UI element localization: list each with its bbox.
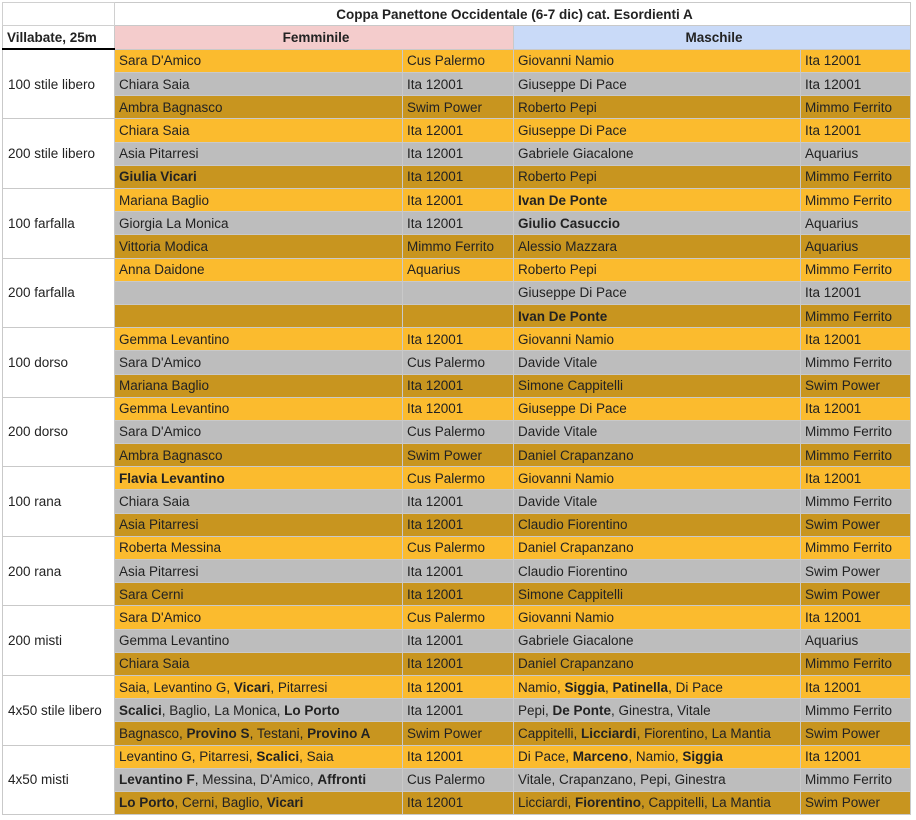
table-row	[3, 560, 911, 583]
female-club: Aquarius	[403, 258, 514, 281]
male-club: Mimmo Ferrito	[801, 490, 911, 513]
male-club: Ita 12001	[801, 281, 911, 304]
name-segment: Flavia Levantino	[119, 470, 225, 486]
name-segment: Siggia	[682, 749, 723, 765]
venue-label: Villabate, 25m	[3, 26, 115, 50]
table-row	[3, 652, 911, 675]
table-row	[3, 699, 911, 722]
female-athlete	[115, 73, 403, 96]
female-athlete	[115, 513, 403, 536]
female-athlete	[115, 374, 403, 397]
male-athlete	[514, 165, 801, 188]
male-athlete	[514, 281, 801, 304]
event-name: 4x50 stile libero	[3, 675, 115, 745]
name-segment: Giovanni Namio	[518, 470, 615, 486]
male-club: Mimmo Ferrito	[801, 304, 911, 327]
male-athlete	[514, 652, 801, 675]
female-athlete	[115, 304, 403, 327]
name-segment: Ambra Bagnasco	[119, 447, 223, 463]
female-club: Ita 12001	[403, 142, 514, 165]
name-segment: Licciardi	[581, 725, 637, 741]
male-athlete	[514, 606, 801, 629]
name-segment: Vicari	[233, 679, 271, 695]
name-segment: Giorgia La Monica	[119, 215, 229, 231]
table-row	[3, 374, 911, 397]
female-athlete	[115, 119, 403, 142]
female-athlete	[115, 675, 403, 698]
female-club: Ita 12001	[403, 583, 514, 606]
name-segment: Gemma Levantino	[119, 401, 230, 417]
female-athlete	[115, 49, 403, 72]
male-club: Aquarius	[801, 235, 911, 258]
name-segment: Levantino F	[119, 772, 195, 788]
table-row	[3, 722, 911, 745]
name-segment: Siggia	[564, 679, 606, 695]
name-segment: Vicari	[266, 795, 304, 811]
female-club: Cus Palermo	[403, 49, 514, 72]
name-segment: Roberto Pepi	[518, 262, 597, 278]
name-segment: Giulia Vicari	[119, 169, 197, 185]
name-segment: , Saia	[299, 749, 334, 765]
name-segment: , Cappitelli, La Mantia	[641, 795, 771, 811]
name-segment: Mariana Baglio	[119, 378, 210, 394]
name-segment: , Di Pace	[668, 679, 723, 695]
name-segment: Roberto Pepi	[518, 99, 597, 115]
female-athlete	[115, 165, 403, 188]
name-segment: Giuseppe Di Pace	[518, 123, 627, 139]
male-athlete	[514, 768, 801, 791]
male-club: Swim Power	[801, 722, 911, 745]
name-segment: Affronti	[317, 772, 367, 788]
female-athlete	[115, 467, 403, 490]
name-segment: Sara D'Amico	[119, 609, 202, 625]
male-club: Ita 12001	[801, 745, 911, 768]
male-athlete	[514, 560, 801, 583]
male-header: Maschile	[514, 26, 911, 50]
male-athlete	[514, 513, 801, 536]
female-athlete	[115, 606, 403, 629]
female-club: Cus Palermo	[403, 536, 514, 559]
table-row	[3, 73, 911, 96]
male-athlete	[514, 536, 801, 559]
name-segment: Davide Vitale	[518, 494, 598, 510]
name-segment: Scalici	[119, 702, 162, 718]
name-segment: Roberto Pepi	[518, 169, 597, 185]
male-athlete	[514, 722, 801, 745]
female-athlete	[115, 189, 403, 212]
name-segment: Simone Cappitelli	[518, 586, 624, 602]
male-club: Ita 12001	[801, 73, 911, 96]
female-header: Femminile	[115, 26, 514, 50]
name-segment: , Namio,	[628, 749, 683, 765]
male-club: Aquarius	[801, 212, 911, 235]
female-athlete	[115, 791, 403, 814]
male-club: Ita 12001	[801, 119, 911, 142]
name-segment: Asia Pitarresi	[119, 146, 199, 162]
table-row	[3, 165, 911, 188]
female-athlete	[115, 560, 403, 583]
table-row	[3, 258, 911, 281]
name-segment: Giuseppe Di Pace	[518, 76, 627, 92]
name-segment: Scalici	[256, 749, 300, 765]
table-row	[3, 791, 911, 814]
male-club: Mimmo Ferrito	[801, 536, 911, 559]
name-segment: Provino A	[307, 725, 371, 741]
table-row	[3, 745, 911, 768]
female-club: Ita 12001	[403, 374, 514, 397]
table-row	[3, 536, 911, 559]
table-row	[3, 629, 911, 652]
female-club: Cus Palermo	[403, 467, 514, 490]
table-row	[3, 397, 911, 420]
table-row	[3, 235, 911, 258]
name-segment: , Fiorentino, La Mantia	[636, 725, 771, 741]
table-row	[3, 119, 911, 142]
male-athlete	[514, 629, 801, 652]
title-row	[3, 3, 911, 26]
name-segment: Anna Daidone	[119, 262, 205, 278]
name-segment: Daniel Crapanzano	[518, 447, 634, 463]
male-athlete	[514, 699, 801, 722]
female-club: Ita 12001	[403, 328, 514, 351]
male-athlete	[514, 96, 801, 119]
male-club: Mimmo Ferrito	[801, 165, 911, 188]
male-club: Ita 12001	[801, 49, 911, 72]
female-athlete	[115, 212, 403, 235]
female-athlete	[115, 351, 403, 374]
female-athlete	[115, 652, 403, 675]
male-athlete	[514, 420, 801, 443]
female-club: Ita 12001	[403, 212, 514, 235]
male-club: Mimmo Ferrito	[801, 444, 911, 467]
female-athlete	[115, 258, 403, 281]
female-club: Swim Power	[403, 96, 514, 119]
name-segment: Sara D'Amico	[119, 354, 202, 370]
male-athlete	[514, 304, 801, 327]
name-segment: Daniel Crapanzano	[518, 540, 634, 556]
name-segment: Chiara Saia	[119, 494, 190, 510]
name-segment: Asia Pitarresi	[119, 563, 199, 579]
header-row	[3, 26, 911, 50]
female-club: Ita 12001	[403, 791, 514, 814]
female-athlete	[115, 444, 403, 467]
female-club: Ita 12001	[403, 652, 514, 675]
table-row	[3, 189, 911, 212]
results-body	[3, 49, 911, 814]
male-club: Mimmo Ferrito	[801, 189, 911, 212]
table-row	[3, 675, 911, 698]
male-club: Mimmo Ferrito	[801, 258, 911, 281]
table-title: Coppa Panettone Occidentale (6-7 dic) cat. Esordienti A	[115, 3, 911, 26]
male-club: Mimmo Ferrito	[801, 96, 911, 119]
male-athlete	[514, 142, 801, 165]
event-name: 200 stile libero	[3, 119, 115, 189]
table-row	[3, 96, 911, 119]
table-row	[3, 212, 911, 235]
name-segment: Mariana Baglio	[119, 192, 210, 208]
female-club: Ita 12001	[403, 675, 514, 698]
male-athlete	[514, 675, 801, 698]
results-table	[2, 2, 911, 815]
table-row	[3, 768, 911, 791]
name-segment: Giuseppe Di Pace	[518, 401, 627, 417]
name-segment: , Ginestra, Vitale	[611, 702, 711, 718]
male-club: Aquarius	[801, 142, 911, 165]
table-row	[3, 351, 911, 374]
name-segment: Vitale, Crapanzano, Pepi, Ginestra	[518, 772, 726, 788]
female-athlete	[115, 768, 403, 791]
table-row	[3, 467, 911, 490]
name-segment: Simone Cappitelli	[518, 378, 624, 394]
female-athlete	[115, 96, 403, 119]
female-club: Cus Palermo	[403, 420, 514, 443]
female-club	[403, 281, 514, 304]
male-athlete	[514, 328, 801, 351]
male-athlete	[514, 351, 801, 374]
name-segment: Patinella	[612, 679, 669, 695]
table-row	[3, 142, 911, 165]
name-segment: Cappitelli,	[518, 725, 582, 741]
name-segment: Claudio Fiorentino	[518, 517, 628, 533]
female-athlete	[115, 142, 403, 165]
name-segment: Ivan De Ponte	[518, 192, 608, 208]
female-club: Ita 12001	[403, 699, 514, 722]
name-segment: Ambra Bagnasco	[119, 99, 223, 115]
name-segment: Bagnasco,	[119, 725, 187, 741]
male-athlete	[514, 258, 801, 281]
name-segment: Giovanni Namio	[518, 53, 615, 69]
name-segment: Lo Porto	[284, 702, 340, 718]
event-name: 100 rana	[3, 467, 115, 537]
name-segment: Gemma Levantino	[119, 331, 230, 347]
table-row	[3, 49, 911, 72]
name-segment: Di Pace,	[518, 749, 573, 765]
name-segment: Giovanni Namio	[518, 609, 615, 625]
male-athlete	[514, 745, 801, 768]
event-name: 100 farfalla	[3, 189, 115, 259]
event-name: 200 farfalla	[3, 258, 115, 328]
name-segment: , Baglio, La Monica,	[161, 702, 285, 718]
male-club: Aquarius	[801, 629, 911, 652]
name-segment: Giovanni Namio	[518, 331, 615, 347]
name-segment: Giuseppe Di Pace	[518, 285, 627, 301]
male-athlete	[514, 73, 801, 96]
female-club: Mimmo Ferrito	[403, 235, 514, 258]
event-name: 200 misti	[3, 606, 115, 676]
female-club: Ita 12001	[403, 490, 514, 513]
male-club: Mimmo Ferrito	[801, 420, 911, 443]
female-club: Cus Palermo	[403, 351, 514, 374]
female-athlete	[115, 536, 403, 559]
female-athlete	[115, 235, 403, 258]
table-row	[3, 420, 911, 443]
table-row	[3, 304, 911, 327]
name-segment: ,	[605, 679, 613, 695]
male-club: Swim Power	[801, 560, 911, 583]
female-club: Swim Power	[403, 444, 514, 467]
name-segment: Sara D'Amico	[119, 53, 202, 69]
table-row	[3, 583, 911, 606]
name-segment: Licciardi,	[518, 795, 576, 811]
male-club: Ita 12001	[801, 606, 911, 629]
name-segment: Chiara Saia	[119, 76, 190, 92]
male-athlete	[514, 235, 801, 258]
name-segment: , Messina, D'Amico,	[194, 772, 318, 788]
name-segment: Davide Vitale	[518, 354, 598, 370]
event-name: 200 dorso	[3, 397, 115, 467]
female-club	[403, 304, 514, 327]
name-segment: Fiorentino	[575, 795, 642, 811]
female-athlete	[115, 699, 403, 722]
female-club: Cus Palermo	[403, 606, 514, 629]
name-segment: Gabriele Giacalone	[518, 146, 634, 162]
female-athlete	[115, 629, 403, 652]
name-segment: , Cerni, Baglio,	[174, 795, 267, 811]
event-name: 100 dorso	[3, 328, 115, 398]
male-club: Ita 12001	[801, 467, 911, 490]
name-segment: Vittoria Modica	[119, 238, 209, 254]
male-club: Swim Power	[801, 791, 911, 814]
name-segment: Sara D'Amico	[119, 424, 202, 440]
name-segment: Gabriele Giacalone	[518, 633, 634, 649]
female-club: Ita 12001	[403, 119, 514, 142]
female-athlete	[115, 722, 403, 745]
female-athlete	[115, 397, 403, 420]
table-row	[3, 281, 911, 304]
female-club: Cus Palermo	[403, 768, 514, 791]
male-athlete	[514, 444, 801, 467]
name-segment: Roberta Messina	[119, 540, 222, 556]
table-row	[3, 444, 911, 467]
name-segment: Ivan De Ponte	[518, 308, 608, 324]
male-athlete	[514, 791, 801, 814]
male-club: Mimmo Ferrito	[801, 652, 911, 675]
male-athlete	[514, 119, 801, 142]
male-athlete	[514, 212, 801, 235]
name-segment: Sara Cerni	[119, 586, 184, 602]
female-athlete	[115, 420, 403, 443]
female-club: Ita 12001	[403, 165, 514, 188]
male-club: Mimmo Ferrito	[801, 768, 911, 791]
name-segment: Pepi,	[518, 702, 553, 718]
female-club: Ita 12001	[403, 629, 514, 652]
name-segment: Alessio Mazzara	[518, 238, 618, 254]
name-segment: Giulio Casuccio	[518, 215, 621, 231]
table-row	[3, 328, 911, 351]
male-club: Ita 12001	[801, 675, 911, 698]
name-segment: Gemma Levantino	[119, 633, 230, 649]
name-segment: , Testani,	[249, 725, 308, 741]
female-club: Ita 12001	[403, 73, 514, 96]
name-segment: Lo Porto	[119, 795, 175, 811]
male-athlete	[514, 467, 801, 490]
female-club: Ita 12001	[403, 513, 514, 536]
event-name: 100 stile libero	[3, 49, 115, 119]
female-club: Swim Power	[403, 722, 514, 745]
female-athlete	[115, 490, 403, 513]
name-segment: Marceno	[572, 749, 629, 765]
male-athlete	[514, 397, 801, 420]
table-row	[3, 490, 911, 513]
male-club: Ita 12001	[801, 328, 911, 351]
male-club: Mimmo Ferrito	[801, 699, 911, 722]
name-segment: Chiara Saia	[119, 123, 190, 139]
name-segment: Asia Pitarresi	[119, 517, 199, 533]
name-segment: Provino S	[186, 725, 250, 741]
male-club: Mimmo Ferrito	[801, 351, 911, 374]
name-segment: Daniel Crapanzano	[518, 656, 634, 672]
male-athlete	[514, 49, 801, 72]
name-segment: Namio,	[518, 679, 565, 695]
female-athlete	[115, 745, 403, 768]
male-club: Swim Power	[801, 374, 911, 397]
female-athlete	[115, 583, 403, 606]
female-athlete	[115, 281, 403, 304]
female-club: Ita 12001	[403, 397, 514, 420]
corner-cell	[3, 3, 115, 26]
female-club: Ita 12001	[403, 560, 514, 583]
table-row	[3, 606, 911, 629]
male-athlete	[514, 374, 801, 397]
event-name: 4x50 misti	[3, 745, 115, 815]
name-segment: , Pitarresi	[270, 679, 328, 695]
event-name: 200 rana	[3, 536, 115, 606]
name-segment: De Ponte	[552, 702, 612, 718]
female-athlete	[115, 328, 403, 351]
name-segment: Saia, Levantino G,	[119, 679, 234, 695]
male-club: Swim Power	[801, 583, 911, 606]
female-club: Ita 12001	[403, 189, 514, 212]
male-club: Ita 12001	[801, 397, 911, 420]
male-athlete	[514, 490, 801, 513]
name-segment: Davide Vitale	[518, 424, 598, 440]
name-segment: Chiara Saia	[119, 656, 190, 672]
name-segment: Claudio Fiorentino	[518, 563, 628, 579]
name-segment: Levantino G, Pitarresi,	[119, 749, 257, 765]
male-athlete	[514, 189, 801, 212]
table-row	[3, 513, 911, 536]
male-athlete	[514, 583, 801, 606]
male-club: Swim Power	[801, 513, 911, 536]
female-club: Ita 12001	[403, 745, 514, 768]
